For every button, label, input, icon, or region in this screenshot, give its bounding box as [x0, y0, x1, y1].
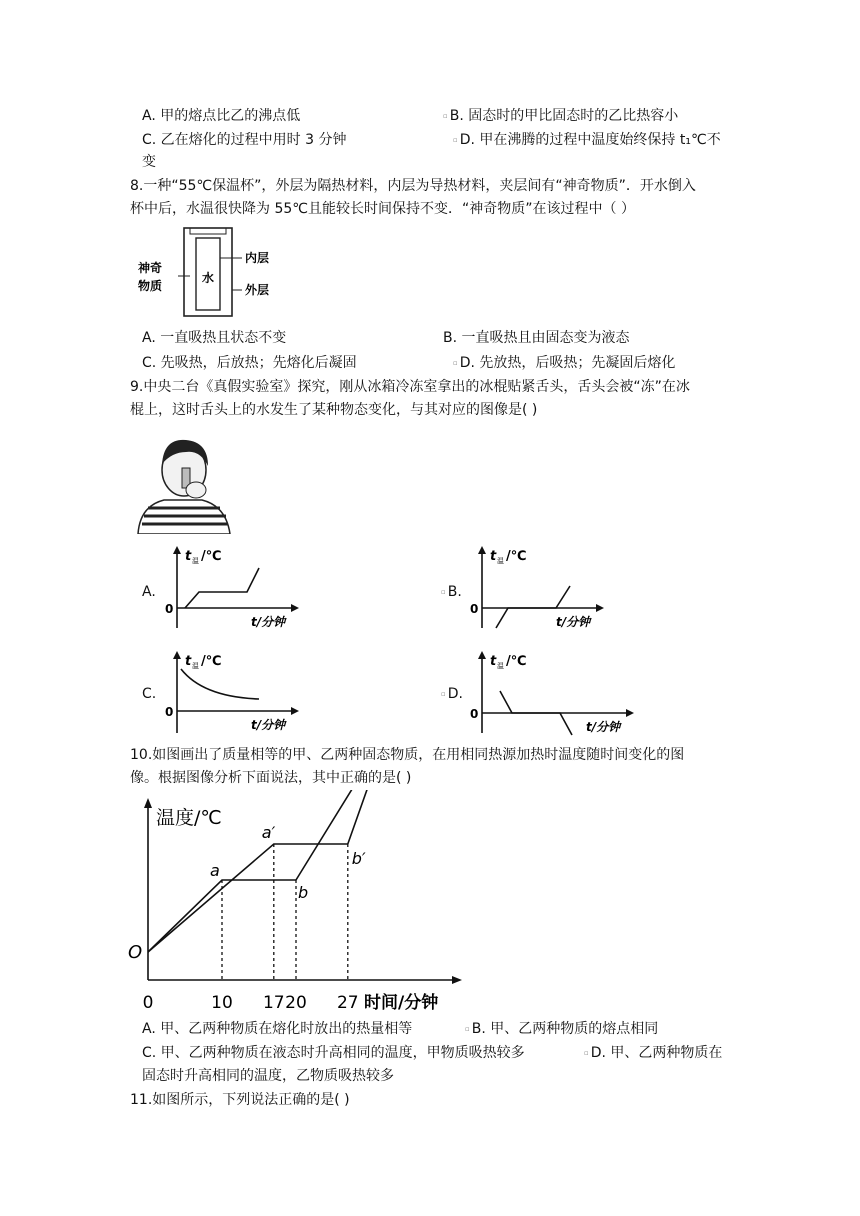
y-label-sub: 温 — [192, 557, 199, 565]
x-tick-10: 10 — [211, 993, 233, 1013]
q9-graph-d — [460, 645, 640, 743]
q9-option-b-label: ▫ B. — [441, 584, 462, 600]
q10-option-b: ▫ B. 甲、乙两种物质的熔点相同 — [465, 1021, 659, 1037]
point-b2-label: b′ — [351, 849, 366, 868]
y-label-unit: /℃ — [201, 549, 222, 564]
q7-option-b: ▫ B. 固态时的甲比固态时的乙比热容小 — [443, 108, 679, 124]
x-tick-20: 20 — [285, 993, 307, 1013]
origin-label: 0 — [165, 705, 174, 719]
q8-option-c: C. 先吸热，后放热；先熔化后凝固 — [142, 355, 357, 371]
q10-temperature-time-chart — [126, 790, 466, 1016]
q9-graph-a — [155, 540, 305, 638]
y-label-t: t — [490, 654, 497, 669]
q9-option-d-label: ▫ D. — [441, 686, 463, 702]
y-label-sub: 温 — [497, 662, 504, 670]
label-shenqi: 神奇 — [138, 261, 163, 275]
y-label-sub: 温 — [192, 662, 199, 670]
x-label: t/分钟 — [251, 615, 286, 629]
x-axis-label: 时间/分钟 — [364, 993, 439, 1013]
point-a2-label: a′ — [261, 823, 276, 842]
y-label-unit: /℃ — [201, 654, 222, 669]
x-axis-arrow — [291, 604, 299, 612]
origin-label: 0 — [470, 602, 479, 616]
x-label: t/分钟 — [586, 720, 621, 734]
y-label-t: t — [490, 549, 497, 564]
y-axis-arrow — [173, 651, 181, 659]
y-axis-label: 温度/℃ — [156, 807, 222, 829]
y-label-unit: /℃ — [506, 549, 527, 564]
q8-option-a: A. 一直吸热且状态不变 — [142, 330, 287, 346]
y-axis-arrow — [144, 798, 152, 808]
curve-a — [185, 568, 259, 608]
y-axis-arrow — [478, 546, 486, 554]
label-inner-layer: 内层 — [245, 251, 270, 265]
label-wuzhi: 物质 — [138, 279, 163, 293]
x-axis-arrow — [626, 709, 634, 717]
q10-stem-line1: 10.如图画出了质量相等的甲、乙两种固态物质，在用相同热源加热时温度随时间变化的图 — [130, 747, 685, 763]
label-outer-layer: 外层 — [245, 283, 270, 297]
q9-graph-b — [460, 540, 610, 638]
q8-stem-line1: 8.一种“55℃保温杯”，外层为隔热材料，内层为导热材料，夹层间有“神奇物质”．开水倒入 — [130, 178, 696, 194]
q9-option-a-label: A. — [142, 584, 156, 600]
q8-stem-line2: 杯中后，水温很快降为 55℃且能较长时间保持不变．“神奇物质”在该过程中（ ） — [130, 201, 635, 217]
x-label: t/分钟 — [556, 615, 591, 629]
q10-option-a: A. 甲、乙两种物质在熔化时放出的热量相等 — [142, 1021, 413, 1037]
x-tick-27: 27 — [336, 993, 359, 1013]
q8-option-b: B. 一直吸热且由固态变为液态 — [443, 330, 630, 346]
q9-stem-line2: 棍上，这时舌头上的水发生了某种物态变化，与其对应的图像是( ) — [130, 402, 538, 418]
origin-O-label: O — [128, 942, 143, 963]
q7-option-d-cont: 变 — [142, 154, 156, 170]
x-axis-arrow — [596, 604, 604, 612]
q8-option-d: ▫ D. 先放热，后吸热；先凝固后熔化 — [453, 355, 676, 371]
origin-label: 0 — [470, 707, 479, 721]
q7-option-d: ▫ D. 甲在沸腾的过程中温度始终保持 t₁℃不 — [453, 132, 721, 148]
y-label-unit: /℃ — [506, 654, 527, 669]
x-label: t/分钟 — [251, 718, 286, 732]
q11-stem: 11.如图所示，下列说法正确的是( ) — [130, 1092, 350, 1108]
y-label-t: t — [185, 654, 192, 669]
q10-option-d-cont: 固态时升高相同的温度，乙物质吸热较多 — [142, 1068, 394, 1084]
y-axis-arrow — [173, 546, 181, 554]
q9-stem-line1: 9.中央二台《真假实验室》探究，刚从冰箱冷冻室拿出的冰棍贴紧舌头，舌头会被“冻”在冰 — [130, 379, 690, 395]
boy-licking-popsicle-illustration — [130, 424, 238, 534]
q10-option-c: C. 甲、乙两种物质在液态时升高相同的温度，甲物质吸热较多 — [142, 1045, 525, 1061]
q10-option-d: ▫ D. 甲、乙两种物质在 — [584, 1045, 723, 1061]
origin-label: 0 — [165, 602, 174, 616]
x-tick-17: 17 — [262, 993, 285, 1013]
x-axis-arrow — [291, 707, 299, 715]
thermos-cup-figure — [132, 224, 292, 320]
curve-c — [181, 669, 259, 699]
q10-stem-line2: 像。根据图像分析下面说法，其中正确的是( ) — [130, 770, 412, 786]
point-a-label: a — [210, 861, 220, 880]
y-label-sub: 温 — [497, 557, 504, 565]
label-water: 水 — [202, 271, 215, 285]
y-axis-arrow — [478, 651, 486, 659]
q9-graph-c — [155, 645, 305, 743]
q7-option-a: A. 甲的熔点比乙的沸点低 — [142, 108, 301, 124]
q9-option-c-label: C. — [142, 686, 157, 702]
x-tick-0: 0 — [142, 993, 154, 1013]
x-axis-arrow — [452, 976, 462, 984]
point-b-label: b — [298, 883, 309, 902]
q7-option-c: C. 乙在熔化的过程中用时 3 分钟 — [142, 132, 347, 148]
y-label-t: t — [185, 549, 192, 564]
